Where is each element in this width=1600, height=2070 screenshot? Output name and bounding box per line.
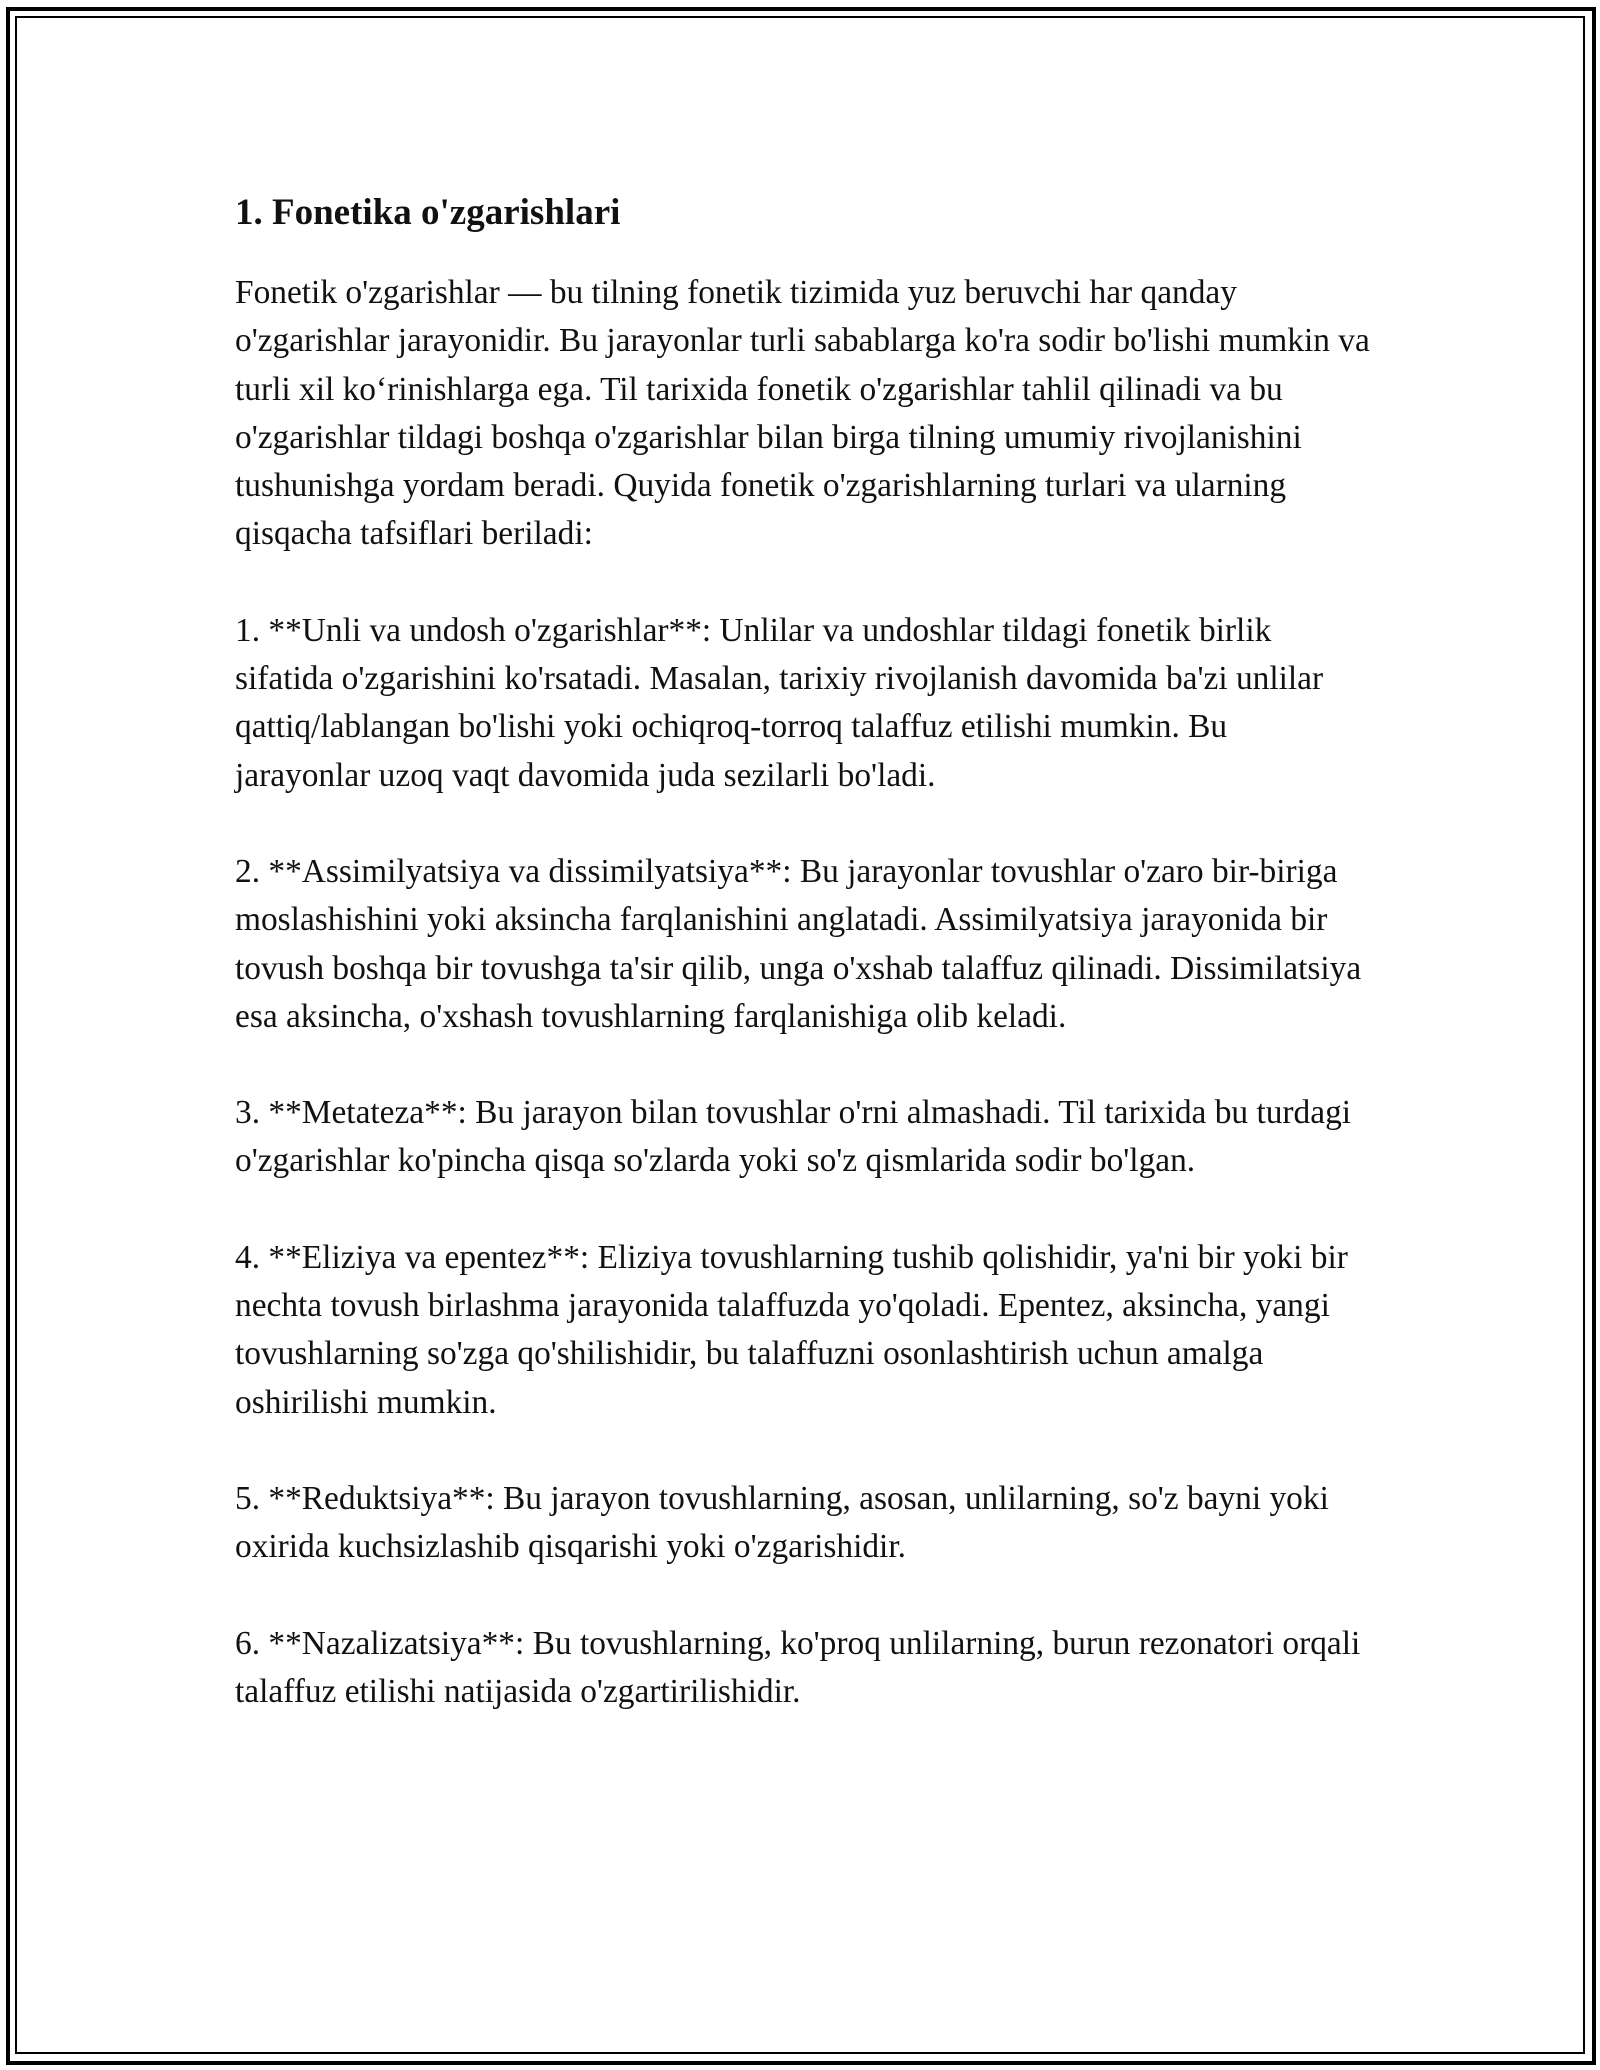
document-body xyxy=(235,183,1370,1764)
list-item-reduction: 5. **Reduktsiya**: Bu jarayon tovushlarning, asosan, unlilarning, so'z bayni yoki oxirida kuchsizlashib qisqarishi yoki o'zgarishidir. xyxy=(235,1479,1329,1566)
list-item-vowel-consonant-changes: 1. **Unli va undosh o'zgarishlar**: Unlilar va undoshlar tildagi fonetik birlik sifatida o'zgarishini ko'rsatadi. Masalan, tarixiy rivojlanish davomida ba'zi unlilar qattiq/lablangan bo'lishi yoki ochiqroq-torroq talaffuz etilishi mumkin. Bu jarayonlar uzoq vaqt davomida juda sezilarli bo'ladi. xyxy=(235,611,1324,794)
list-item-assimilation-dissimilation: 2. **Assimilyatsiya va dissimilyatsiya**: Bu jarayonlar tovushlar o'zaro bir-biriga moslashishini yoki aksincha farqlanishini anglatadi. Assimilyatsiya jarayonida bir tovush boshqa bir tovushga ta'sir qilib, unga o'xshab talaffuz qilinadi. Dissimilatsiya esa aksincha, o'xshash tovushlarning farqlanishiga olib keladi. xyxy=(235,852,1362,1035)
list-item-metathesis: 3. **Metateza**: Bu jarayon bilan tovushlar o'rni almashadi. Til tarixida bu turdagi o'zgarishlar ko'pincha qisqa so'zlarda yoki so'z qismlarida sodir bo'lgan. xyxy=(235,1094,1352,1180)
intro-paragraph: Fonetik o'zgarishlar — bu tilning fonetik tizimida yuz beruvchi har qanday o'zgarishlar jarayonidir. Bu jarayonlar turli sabablarga ko'ra sodir bo'lishi mumkin va turli xil koʻrinishlarga ega. Til tarixida fonetik o'zgarishlar tahlil qilinadi va bu o'zgarishlar tildagi boshqa o'zgarishlar bilan birga tilning umumiy rivojlanishini tushunishga yordam beradi. Quyida fonetik o'zgarishlarning turlari va ularning qisqacha tafsiflari beriladi: xyxy=(235,274,1370,553)
list-item-elision-epenthesis: 4. **Eliziya va epentez**: Eliziya tovushlarning tushib qolishidir, ya'ni bir yoki bir nechta tovush birlashma jarayonida talaffuzda yo'qoladi. Epentez, aksincha, yangi tovushlarning so'zga qo'shilishidir, bu talaffuzni osonlashtirish uchun amalga oshirilishi mumkin. xyxy=(235,1238,1348,1421)
section-title: 1. Fonetika o'zgarishlari xyxy=(235,192,621,233)
list-item-nasalization: 6. **Nazalizatsiya**: Bu tovushlarning, ko'proq unlilarning, burun rezonatori orqali talaffuz etilishi natijasida o'zgartirilishidir. xyxy=(235,1624,1361,1710)
